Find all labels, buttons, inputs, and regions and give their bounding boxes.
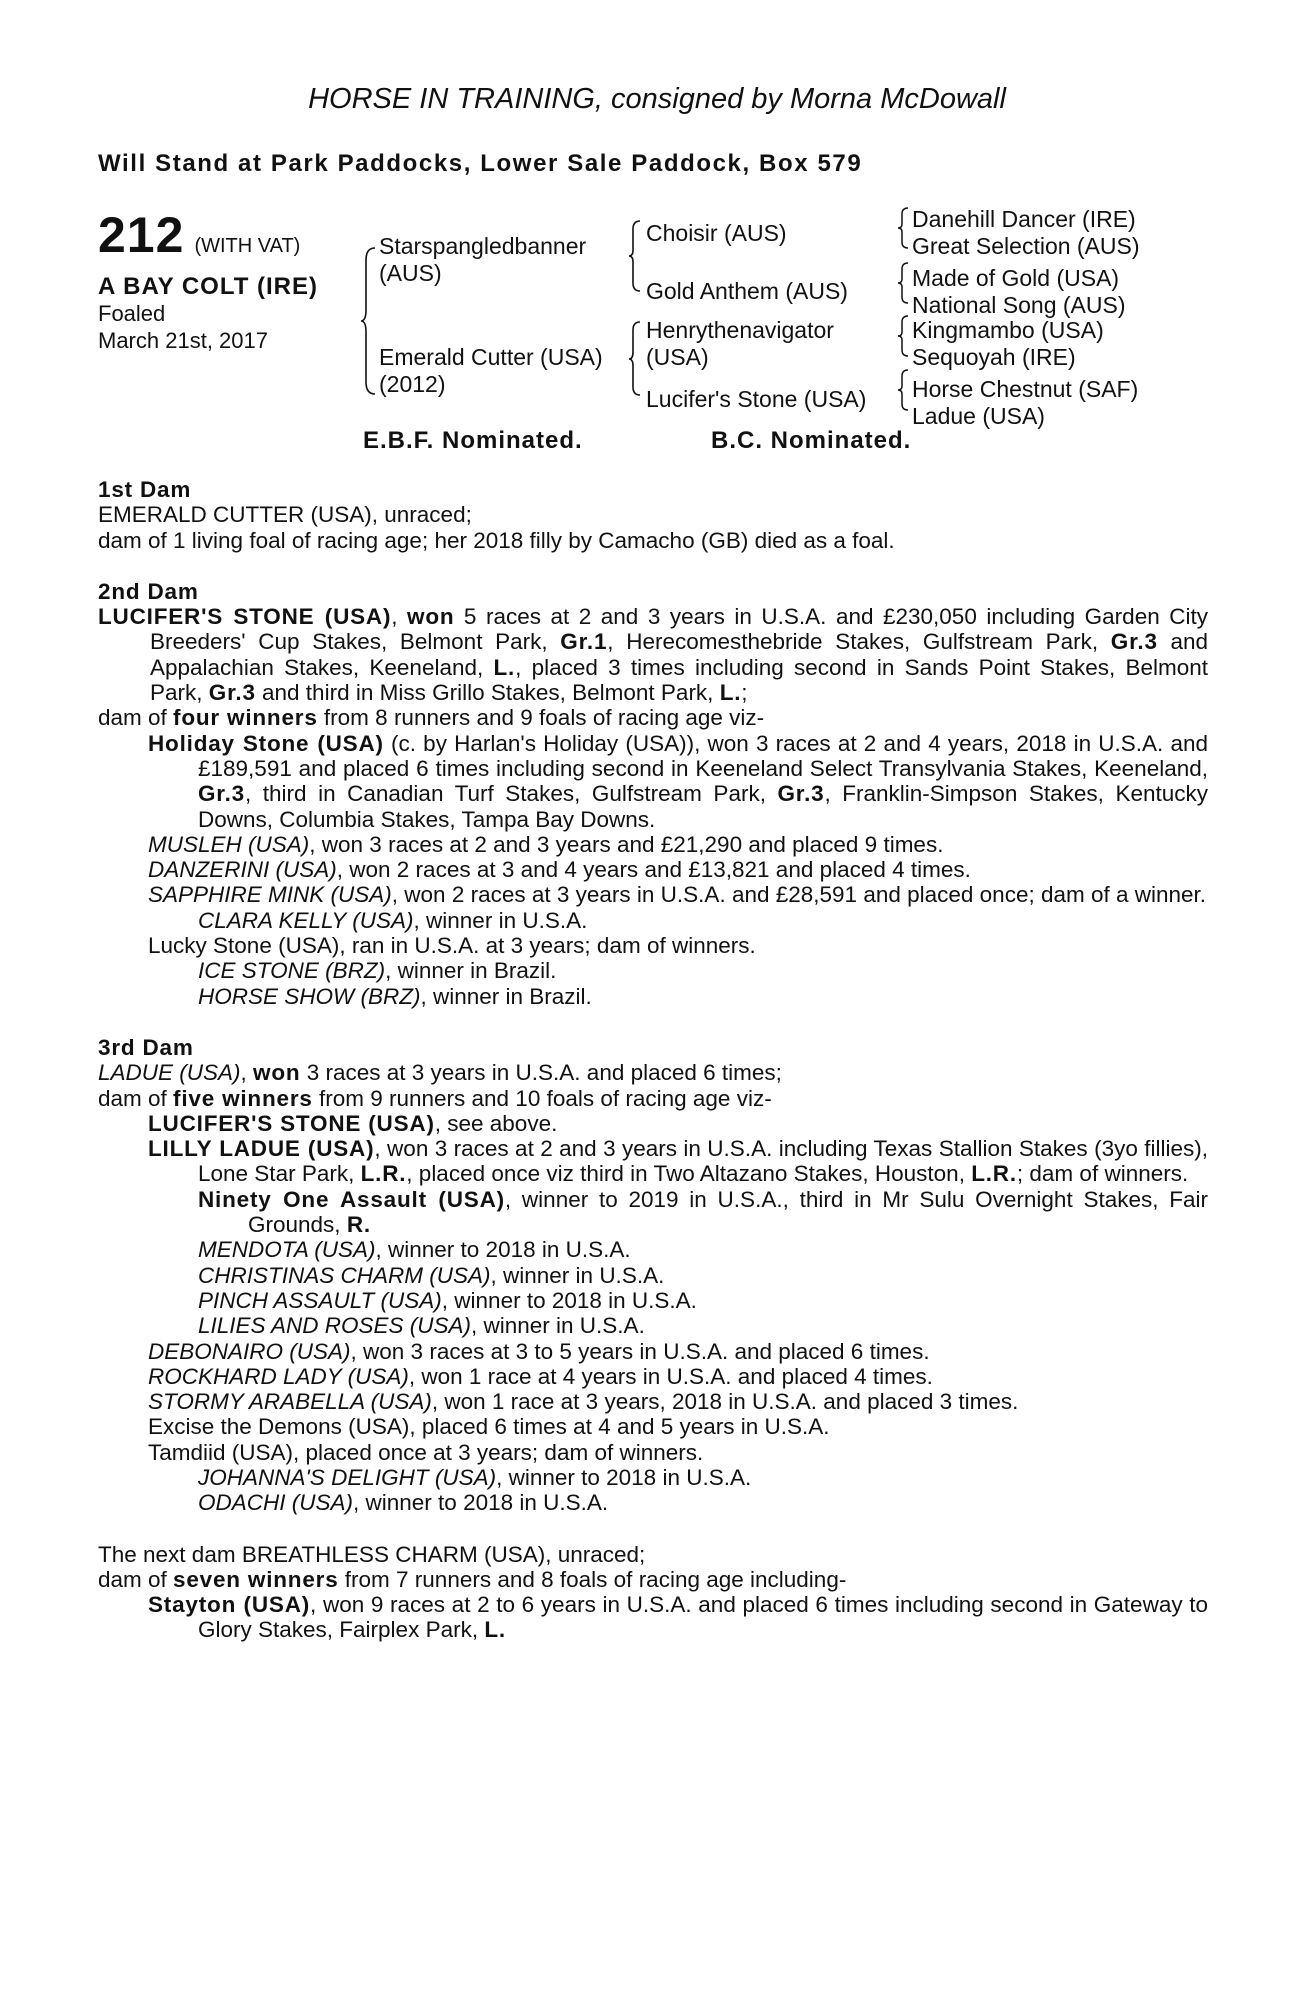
grade: L.R. <box>971 1161 1017 1187</box>
pedigree-brace-ds <box>896 314 910 358</box>
text: , won 2 races at 3 and 4 years and £13,821 and placed 4 times. <box>336 857 971 883</box>
text: , <box>391 604 408 630</box>
horse-name: PINCH ASSAULT (USA) <box>198 1287 442 1313</box>
text: dam of <box>98 705 174 731</box>
winners-count: seven winners <box>173 1566 339 1592</box>
ped-dds: Horse Chestnut (SAF) <box>912 376 1139 403</box>
produce-lucky-stone: Lucky Stone (USA), ran in U.S.A. at 3 years; dam of winners. <box>148 933 756 959</box>
won-word: won <box>253 1060 301 1086</box>
grade: Gr.3 <box>198 781 245 807</box>
horse-name: SAPPHIRE MINK (USA) <box>148 882 392 908</box>
grade: L.R. <box>360 1161 407 1187</box>
pedigree-brace-dam <box>627 320 643 398</box>
text: , won 1 race at 3 years, 2018 in U.S.A. and placed 3 times. <box>431 1389 1019 1415</box>
text: , winner in U.S.A. <box>471 1313 645 1339</box>
produce-clara-kelly <box>98 908 1208 933</box>
pedigree-dam <box>379 344 603 398</box>
horse-name: CHRISTINAS CHARM (USA) <box>198 1262 491 1288</box>
produce-stormy-arabella <box>98 1389 1208 1414</box>
produce-lucifers-stone <box>98 1111 1208 1136</box>
horse-name: ICE STONE (BRZ) <box>198 958 386 984</box>
pedigree-brace-dd <box>896 368 910 412</box>
third-dam-heading: 3rd Dam <box>98 1034 194 1060</box>
horse-name: Stayton (USA) <box>148 1592 311 1618</box>
text: , placed 3 times including second in Sands Point Stakes, Belmont Park, <box>150 654 1208 706</box>
first-dam-heading: 1st Dam <box>98 477 192 502</box>
horse-name: ODACHI (USA) <box>198 1490 354 1516</box>
grade: L. <box>493 654 516 680</box>
produce-tamdiid: Tamdiid (USA), placed once at 3 years; dam of winners. <box>148 1439 704 1465</box>
produce-musleh <box>98 832 1208 857</box>
pedigree-brace-sire <box>627 219 643 294</box>
text: , placed once viz third in Two Altazano Stakes, Houston, <box>406 1161 972 1187</box>
text: , <box>240 1060 254 1086</box>
text: from 8 runners and 9 foals of racing age viz- <box>317 705 765 731</box>
third-dam-section <box>98 1035 1208 1516</box>
horse-name: DEBONAIRO (USA) <box>148 1338 351 1364</box>
second-dam-produce <box>98 705 1208 730</box>
horse-name: LUCIFER'S STONE (USA) <box>98 604 392 630</box>
text: 5 races at 2 and 3 years in U.S.A. and £230,050 including Garden City Breeders' Cup Stakes, Belmont Park, <box>150 604 1208 655</box>
ped-sds: Made of Gold (USA) <box>912 265 1120 292</box>
produce-holiday-stone <box>98 731 1208 832</box>
horse-name: LADUE (USA) <box>98 1060 241 1086</box>
grade: Gr.3 <box>208 680 256 706</box>
sire-country: (AUS) <box>379 260 442 287</box>
pedigree-gen3-dam-side <box>912 317 1138 431</box>
pedigree-brace-ss <box>896 206 910 250</box>
text: , Franklin-Simpson Stakes, Kentucky Downs, Columbia Stakes, Tampa Bay Downs. <box>198 781 1208 832</box>
produce-horse-show <box>98 984 1208 1009</box>
winners-count: five winners <box>173 1085 313 1111</box>
consignor-header: HORSE IN TRAINING, consigned by Morna McDowall <box>308 83 1006 115</box>
produce-johannas-delight <box>98 1465 1208 1490</box>
horse-name: LILIES AND ROSES (USA) <box>198 1313 471 1339</box>
sire-name: Starspangledbanner <box>379 233 587 259</box>
won-word: won <box>407 604 455 630</box>
text: , winner in Brazil. <box>385 958 557 984</box>
horse-name: JOHANNA'S DELIGHT (USA) <box>198 1464 497 1490</box>
horse-name: CLARA KELLY (USA) <box>198 907 414 933</box>
second-dam-record <box>98 604 1208 705</box>
produce-excise-the-demons: Excise the Demons (USA), placed 6 times at 4 and 5 years in U.S.A. <box>148 1414 830 1440</box>
produce-ninety-one-assault <box>98 1187 1208 1238</box>
pedigree-gen3-sire-side <box>912 206 1140 320</box>
third-dam-produce <box>98 1086 1208 1111</box>
second-dam-heading: 2nd Dam <box>98 578 199 604</box>
ped-ssd: Great Selection (AUS) <box>912 233 1140 260</box>
next-dam-produce <box>98 1567 1208 1592</box>
produce-danzerini <box>98 857 1208 882</box>
produce-debonairo <box>98 1339 1208 1364</box>
text: , winner to 2018 in U.S.A. <box>496 1464 752 1490</box>
foaled-label: Foaled <box>98 301 166 327</box>
text: dam of <box>98 1085 174 1111</box>
grade: R. <box>346 1212 371 1238</box>
horse-name: DANZERINI (USA) <box>148 857 337 883</box>
pedigree-sire-sire: Choisir (AUS) <box>646 220 787 246</box>
produce-rockhard-lady <box>98 1364 1208 1389</box>
text: (c. by Harlan's Holiday (USA)), won 3 races at 2 and 4 years, 2018 in U.S.A. and £189,591 and placed 6 times including second in Keeneland Select Transylvania Stakes, Keeneland, <box>198 730 1209 781</box>
text: and third in Miss Grillo Stakes, Belmont Park, <box>255 680 720 706</box>
ped-sss: Danehill Dancer (IRE) <box>912 206 1136 232</box>
produce-ice-stone <box>98 958 1208 983</box>
produce-record <box>98 477 1208 1643</box>
produce-mendota <box>98 1237 1208 1262</box>
text: , winner in U.S.A. <box>490 1262 665 1288</box>
produce-lilly-ladue <box>98 1136 1208 1187</box>
pedigree-brace-main <box>360 246 378 396</box>
text: ; <box>741 680 748 706</box>
second-dam-section <box>98 579 1208 1009</box>
grade: L. <box>484 1617 506 1643</box>
pedigree-dam-sire <box>646 317 834 371</box>
ebf-nominated: E.B.F. Nominated. <box>363 427 583 454</box>
text: , see above. <box>434 1110 558 1136</box>
dam-name: Emerald Cutter (USA) <box>379 344 603 370</box>
text: dam of <box>98 1566 174 1592</box>
text: , winner in U.S.A. <box>413 907 588 933</box>
text: 3 races at 3 years in U.S.A. and placed 6 times; <box>300 1060 782 1086</box>
ped-ddd: Ladue (USA) <box>912 403 1045 430</box>
grade: Gr.3 <box>1110 629 1158 655</box>
horse-name: LILLY LADUE (USA) <box>148 1136 375 1162</box>
first-dam-produce: dam of 1 living foal of racing age; her 2018 filly by Camacho (GB) died as a foal. <box>98 527 895 553</box>
produce-lilies-and-roses <box>98 1313 1208 1338</box>
first-dam-section <box>98 477 1208 553</box>
text: , winner to 2018 in U.S.A. <box>375 1237 631 1263</box>
grade: Gr.3 <box>777 781 825 807</box>
horse-name: Holiday Stone (USA) <box>148 730 384 756</box>
text: , third in Canadian Turf Stakes, Gulfstream Park, <box>244 781 778 807</box>
text: , won 2 races at 3 years in U.S.A. and £28,591 and placed once; dam of a winner. <box>391 882 1207 908</box>
grade: L. <box>719 680 742 706</box>
pedigree-sire <box>379 233 586 287</box>
produce-sapphire-mink <box>98 882 1208 907</box>
text: and Appalachian Stakes, Keeneland, <box>150 629 1208 680</box>
dam-year: (2012) <box>379 371 446 398</box>
horse-name: LUCIFER'S STONE (USA) <box>148 1110 435 1136</box>
ped-dsd: Sequoyah (IRE) <box>912 344 1076 371</box>
ped-dss: Kingmambo (USA) <box>912 317 1104 343</box>
text: , winner in Brazil. <box>420 983 592 1009</box>
text: , winner to 2018 in U.S.A. <box>441 1287 697 1313</box>
ped-sdd: National Song (AUS) <box>912 292 1126 319</box>
pedigree-sire-dam: Gold Anthem (AUS) <box>646 278 848 304</box>
dam-sire-name: Henrythenavigator <box>646 317 834 343</box>
text: , won 9 races at 2 to 6 years in U.S.A. and placed 6 times including second in Gateway to Glory Stakes, Fairplex Park, <box>198 1592 1208 1643</box>
first-dam-line: EMERALD CUTTER (USA), unraced; <box>98 502 472 528</box>
foaled-date: March 21st, 2017 <box>98 328 268 354</box>
pedigree-brace-sd <box>896 261 910 305</box>
text: from 9 runners and 10 foals of racing age viz- <box>312 1085 772 1111</box>
text: , winner to 2019 in U.S.A., third in Mr Sulu Overnight Stakes, Fair Grounds, <box>248 1186 1208 1238</box>
text: , won 1 race at 4 years in U.S.A. and placed 4 times. <box>408 1363 933 1389</box>
horse-name: MENDOTA (USA) <box>198 1237 376 1263</box>
next-dam-line: The next dam BREATHLESS CHARM (USA), unraced; <box>98 1541 646 1567</box>
horse-name: HORSE SHOW (BRZ) <box>198 983 421 1009</box>
text: ; dam of winners. <box>1016 1161 1189 1187</box>
text: , winner to 2018 in U.S.A. <box>353 1490 609 1516</box>
pedigree-dam-dam: Lucifer's Stone (USA) <box>646 386 867 412</box>
text: , won 3 races at 3 to 5 years in U.S.A. and placed 6 times. <box>350 1338 930 1364</box>
produce-odachi <box>98 1490 1208 1515</box>
winners-count: four winners <box>173 705 318 731</box>
third-dam-record <box>98 1060 1208 1085</box>
vat-note: (WITH VAT) <box>194 235 301 257</box>
lot-info <box>98 205 318 355</box>
lot-number-line <box>98 205 318 266</box>
lot-description: A BAY COLT (IRE) <box>98 273 319 300</box>
text: , won 3 races at 2 and 3 years in U.S.A. including Texas Stallion Stakes (3yo fillies), Lone Star Park, <box>198 1136 1209 1187</box>
horse-name: MUSLEH (USA) <box>148 831 310 857</box>
horse-name: STORMY ARABELLA (USA) <box>148 1389 432 1415</box>
next-dam-section <box>98 1542 1208 1643</box>
horse-name: ROCKHARD LADY (USA) <box>148 1363 409 1389</box>
lot-number: 212 <box>98 207 185 263</box>
produce-stayton <box>98 1592 1208 1643</box>
text: , won 3 races at 2 and 3 years and £21,290 and placed 9 times. <box>309 831 944 857</box>
produce-christinas-charm <box>98 1263 1208 1288</box>
text: , Herecomesthebride Stakes, Gulfstream Park, <box>607 629 1111 655</box>
stand-location: Will Stand at Park Paddocks, Lower Sale Paddock, Box 579 <box>98 150 863 177</box>
text: from 7 runners and 8 foals of racing age including- <box>338 1566 847 1592</box>
horse-name: Ninety One Assault (USA) <box>198 1186 505 1212</box>
bc-nominated: B.C. Nominated. <box>711 427 912 454</box>
grade: Gr.1 <box>560 629 608 655</box>
dam-sire-country: (USA) <box>646 344 709 371</box>
produce-pinch-assault <box>98 1288 1208 1313</box>
